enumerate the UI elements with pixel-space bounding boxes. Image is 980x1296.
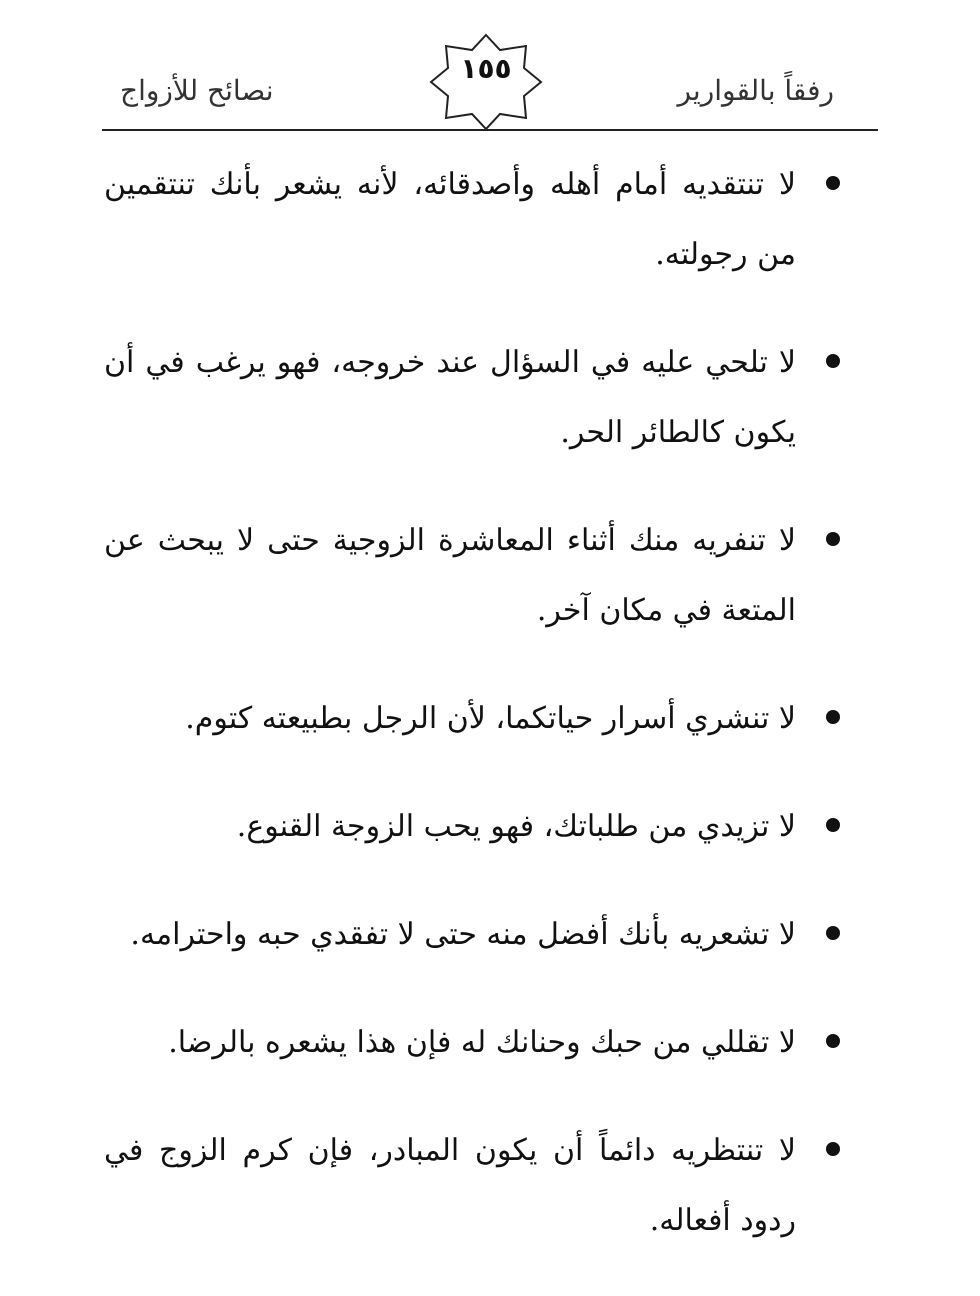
advice-list (104, 150, 840, 1256)
list-item (104, 684, 840, 754)
bullet-icon (826, 818, 840, 832)
running-header-chapter-title: نصائح للأزواج (120, 74, 274, 107)
list-item-text: لا تلحي عليه في السؤال عند خروجه، فهو يرغب في أن يكون كالطائر الحر. (104, 345, 796, 450)
list-item-text: لا تزيدي من طلباتك، فهو يحب الزوجة القنوع. (236, 809, 796, 844)
list-item (104, 506, 840, 646)
list-item-text: لا تنشري أسرار حياتكما، لأن الرجل بطبيعته كتوم. (185, 701, 796, 736)
list-item-text: لا تنتظريه دائماً أن يكون المبادر، فإن كرم الزوج في ردود أفعاله. (104, 1133, 796, 1238)
list-item (104, 1008, 840, 1078)
header-divider (102, 129, 878, 131)
list-item (104, 328, 840, 468)
list-item (104, 900, 840, 970)
bullet-icon (826, 1034, 840, 1048)
bullet-icon (826, 176, 840, 190)
page-number: ١٥٥ (460, 52, 512, 85)
list-item (104, 150, 840, 290)
bullet-icon (826, 354, 840, 368)
list-item-text: لا تنتقديه أمام أهله وأصدقائه، لأنه يشعر بأنك تنتقمين من رجولته. (104, 167, 796, 272)
list-item (104, 792, 840, 862)
bullet-icon (826, 1142, 840, 1156)
bullet-icon (826, 532, 840, 546)
list-item-text: لا تقللي من حبك وحنانك له فإن هذا يشعره بالرضا. (168, 1025, 796, 1060)
list-item-text: لا تشعريه بأنك أفضل منه حتى لا تفقدي حبه واحترامه. (130, 917, 796, 952)
list-item-text: لا تنفريه منك أثناء المعاشرة الزوجية حتى لا يبحث عن المتعة في مكان آخر. (104, 523, 796, 628)
bullet-icon (826, 926, 840, 940)
running-header-book-title: رفقاً بالقوارير (677, 74, 834, 107)
list-item (104, 1116, 840, 1256)
bullet-icon (826, 710, 840, 724)
